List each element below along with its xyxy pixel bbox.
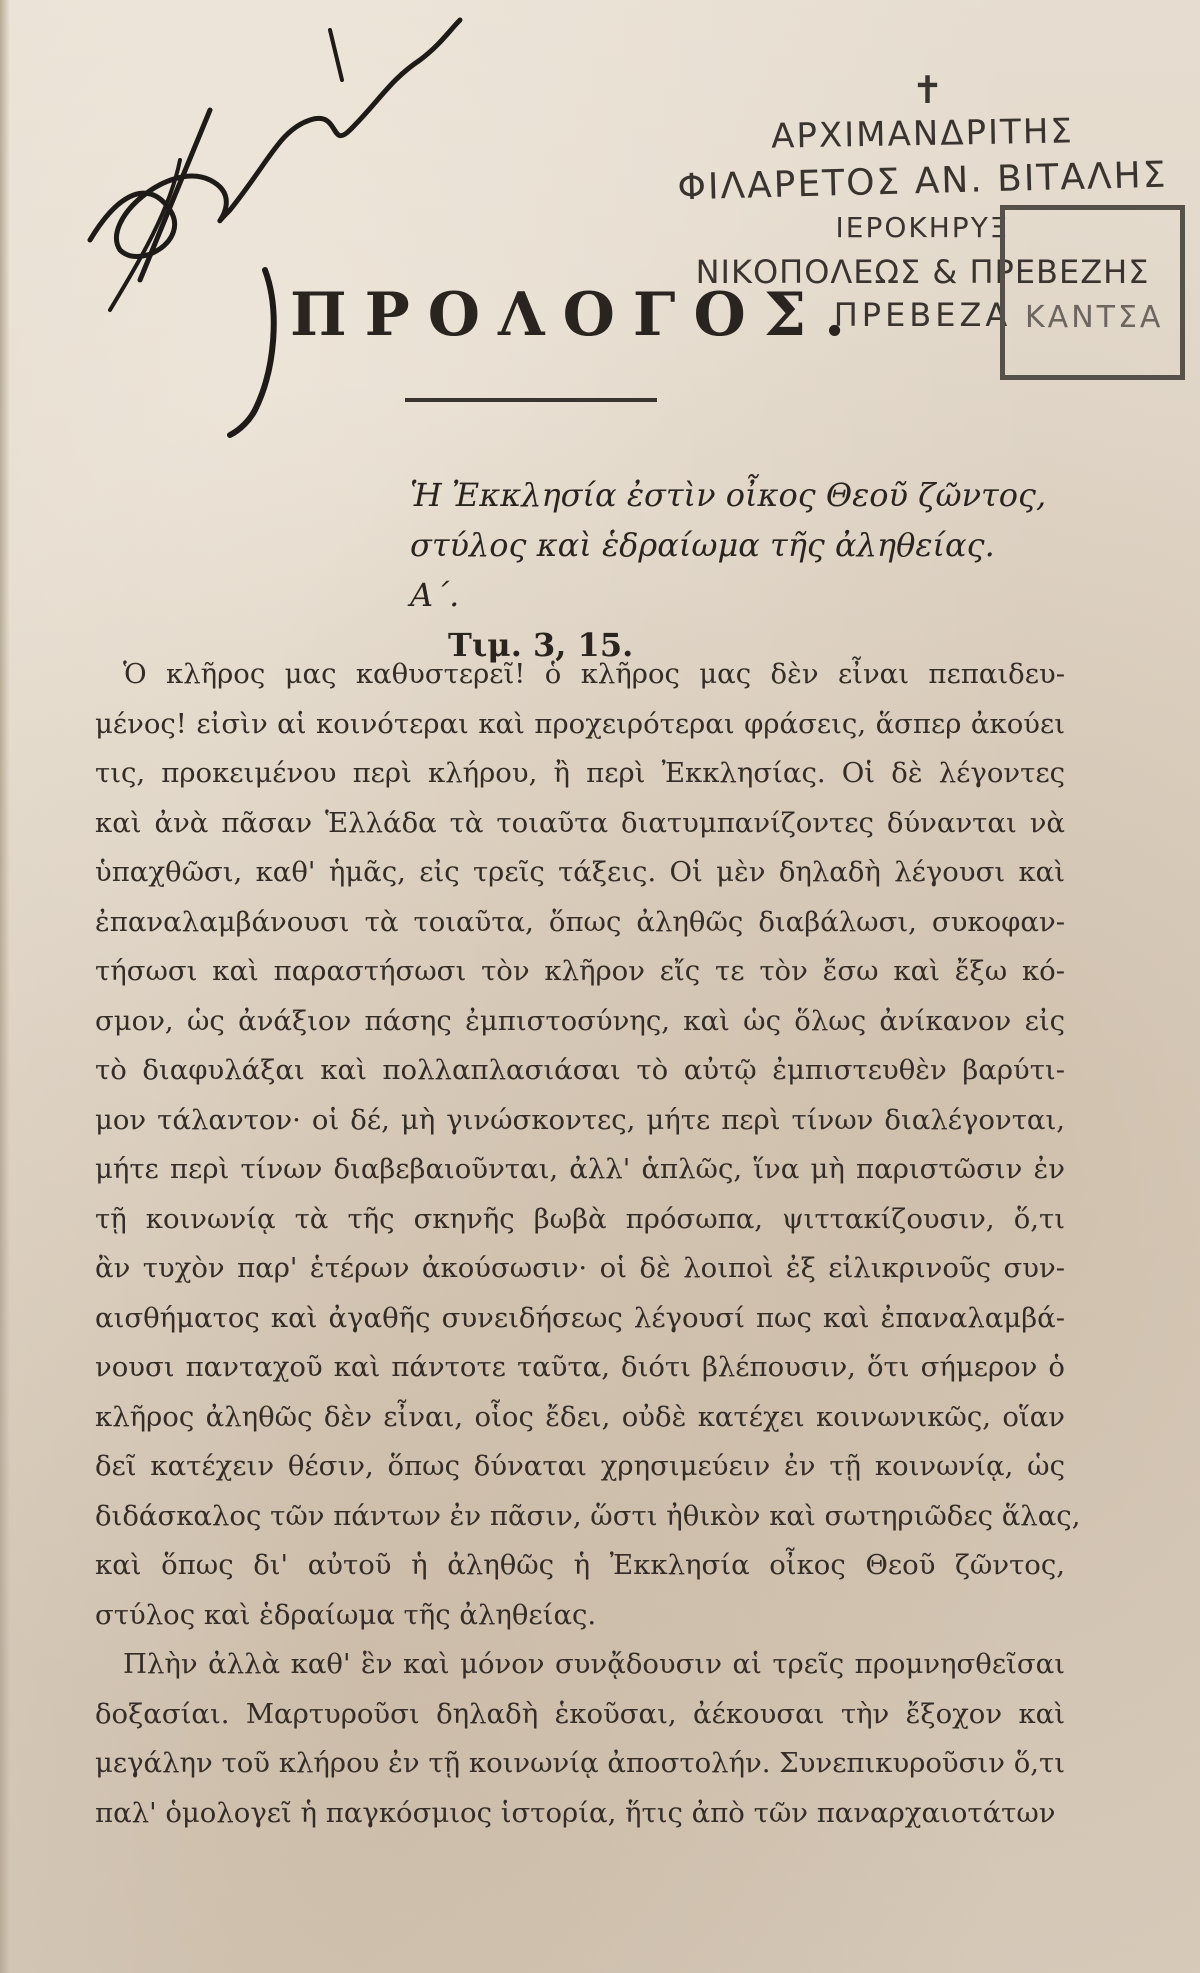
epigraph-line-2: στύλος καὶ ἑδραίωμα τῆς ἀληθείας. Α΄.: [410, 526, 995, 614]
stamp-line-diocese: ΝΙΚΟΠΟΛΕΩΣ & ΠΡΕΒΕΖΗΣ: [695, 253, 1150, 291]
text-line: σμον, ὡς ἀνάξιον πάσης ἐμπιστοσύνης, καὶ ὡς ὅλως ἀνίκανον εἰς: [95, 1004, 1065, 1037]
text-line: τήσωσι καὶ παραστήσωσι τὸν κλῆρον εἴς τε τὸν ἔσω καὶ ἔξω κό-: [95, 955, 1065, 987]
paragraph-1: [95, 650, 1081, 1640]
text-line: Ὁ κλῆρος μας καθυστερεῖ! ὁ κλῆρος μας δὲν εἶναι πεπαιδευ-: [123, 658, 1065, 690]
text-line: ἂν τυχὸν παρ' ἑτέρων ἀκούσωσιν· οἱ δὲ λοιποὶ ἐξ εἰλικρινοῦς συν-: [95, 1252, 1065, 1284]
stamp-line-name: ΦΙΛΑΡΕΤΟΣ ΑΝ. ΒΙΤΑΛΗΣ: [677, 154, 1168, 209]
text-line: καὶ ὅπως δι' αὐτοῦ ἡ ἀληθῶς ἡ Ἐκκλησία οἶκος Θεοῦ ζῶντος,: [95, 1549, 1065, 1581]
paragraph-2: [95, 1640, 1065, 1838]
text-line: παλ' ὁμολογεῖ ἡ παγκόσμιος ἱστορία, ἥτις ἀπὸ τῶν παναρχαιοτάτων: [95, 1796, 1056, 1829]
text-line: αισθήματος καὶ ἀγαθῆς συνειδήσεως λέγουσί πως καὶ ἐπαναλαμβά-: [95, 1301, 1065, 1334]
epigraph-reference: Τιμ. 3, 15.: [448, 626, 634, 664]
text-line: μήτε περὶ τίνων διαβεβαιοῦνται, ἀλλ' ἁπλῶς, ἵνα μὴ παριστῶσιν ἐν: [95, 1153, 1065, 1185]
text-line: δεῖ κατέχειν θέσιν, ὅπως δύναται χρησιμεύειν ἐν τῇ κοινωνίᾳ, ὡς: [95, 1450, 1065, 1482]
page-title: ΠΡΟΛΟΓΟΣ.: [290, 280, 864, 350]
cross-icon: ✝: [911, 68, 944, 112]
library-box-stamp: [1000, 205, 1185, 380]
text-line: Πλὴν ἀλλὰ καθ' ἓν καὶ μόνον συνᾄδουσιν αἱ τρεῖς προμνησθεῖσαι: [123, 1648, 1065, 1680]
text-line: τῇ κοινωνίᾳ τὰ τῆς σκηνῆς βωβὰ πρόσωπα, ψιττακίζουσιν, ὅ,τι: [95, 1202, 1065, 1235]
text-line: μον τάλαντον· οἱ δέ, μὴ γινώσκοντες, μήτε περὶ τίνων διαλέγονται,: [95, 1103, 1065, 1136]
page-edge-shadow: [0, 0, 10, 1973]
handwritten-signature: [80, 10, 470, 440]
epigraph-line-1: Ἡ Ἐκκλησία ἐστὶν οἶκος Θεοῦ ζῶντος,: [410, 476, 1047, 514]
text-line: τὸ διαφυλάξαι καὶ πολλαπλασιάσαι τὸ αὐτῷ ἐμπιστευθὲν βαρύτι-: [95, 1054, 1065, 1086]
text-line: κλῆρος ἀληθῶς δὲν εἶναι, οἷος ἔδει, οὐδὲ κατέχει κοινωνικῶς, οἵαν: [95, 1400, 1065, 1433]
title-underline: [405, 398, 657, 402]
text-line: στύλος καὶ ἑδραίωμα τῆς ἀληθείας.: [95, 1598, 597, 1631]
stamp-line-title: ΑΡΧΙΜΑΝΔΡΙΤΗΣ: [770, 111, 1075, 157]
stamp-line-city: ΠΡΕΒΕΖΑ: [833, 296, 1012, 334]
stamp-line-role: ΙΕΡΟΚΗΡΥΞ: [835, 211, 1010, 244]
body-text: [95, 650, 1081, 1838]
text-line: διδάσκαλος τῶν πάντων ἐν πᾶσιν, ὥστι ἠθικὸν καὶ σωτηριῶδες ἅλας,: [95, 1499, 1081, 1532]
text-line: μένος! εἰσὶν αἱ κοινότεραι καὶ προχειρότεραι φράσεις, ἅσπερ ἀκούει: [95, 707, 1065, 740]
box-stamp-text: ΚΑΝΤΣΑ: [1025, 300, 1164, 335]
text-line: δοξασίαι. Μαρτυροῦσι δηλαδὴ ἑκοῦσαι, ἀέκουσαι τὴν ἔξοχον καὶ: [95, 1697, 1065, 1730]
text-line: καὶ ἀνὰ πᾶσαν Ἑλλάδα τὰ τοιαῦτα διατυμπανίζοντες δύνανται νὰ: [95, 806, 1065, 839]
text-line: νουσι πανταχοῦ καὶ πάντοτε ταῦτα, διότι βλέπουσιν, ὅτι σήμερον ὁ: [95, 1351, 1065, 1383]
text-line: ὑπαχθῶσι, καθ' ἡμᾶς, εἰς τρεῖς τάξεις. Οἱ μὲν δηλαδὴ λέγουσι καὶ: [95, 856, 1065, 888]
text-line: μεγάλην τοῦ κλήρου ἐν τῇ κοινωνίᾳ ἀποστολήν. Συνεπικυροῦσιν ὅ,τι: [95, 1747, 1065, 1779]
epigraph: [410, 470, 1050, 670]
text-line: ἐπαναλαμβάνουσι τὰ τοιαῦτα, ὅπως ἀληθῶς διαβάλωσι, συκοφαν-: [95, 905, 1065, 938]
text-line: τις, προκειμένου περὶ κλήρου, ἢ περὶ Ἐκκλησίας. Οἱ δὲ λέγοντες: [95, 757, 1065, 789]
